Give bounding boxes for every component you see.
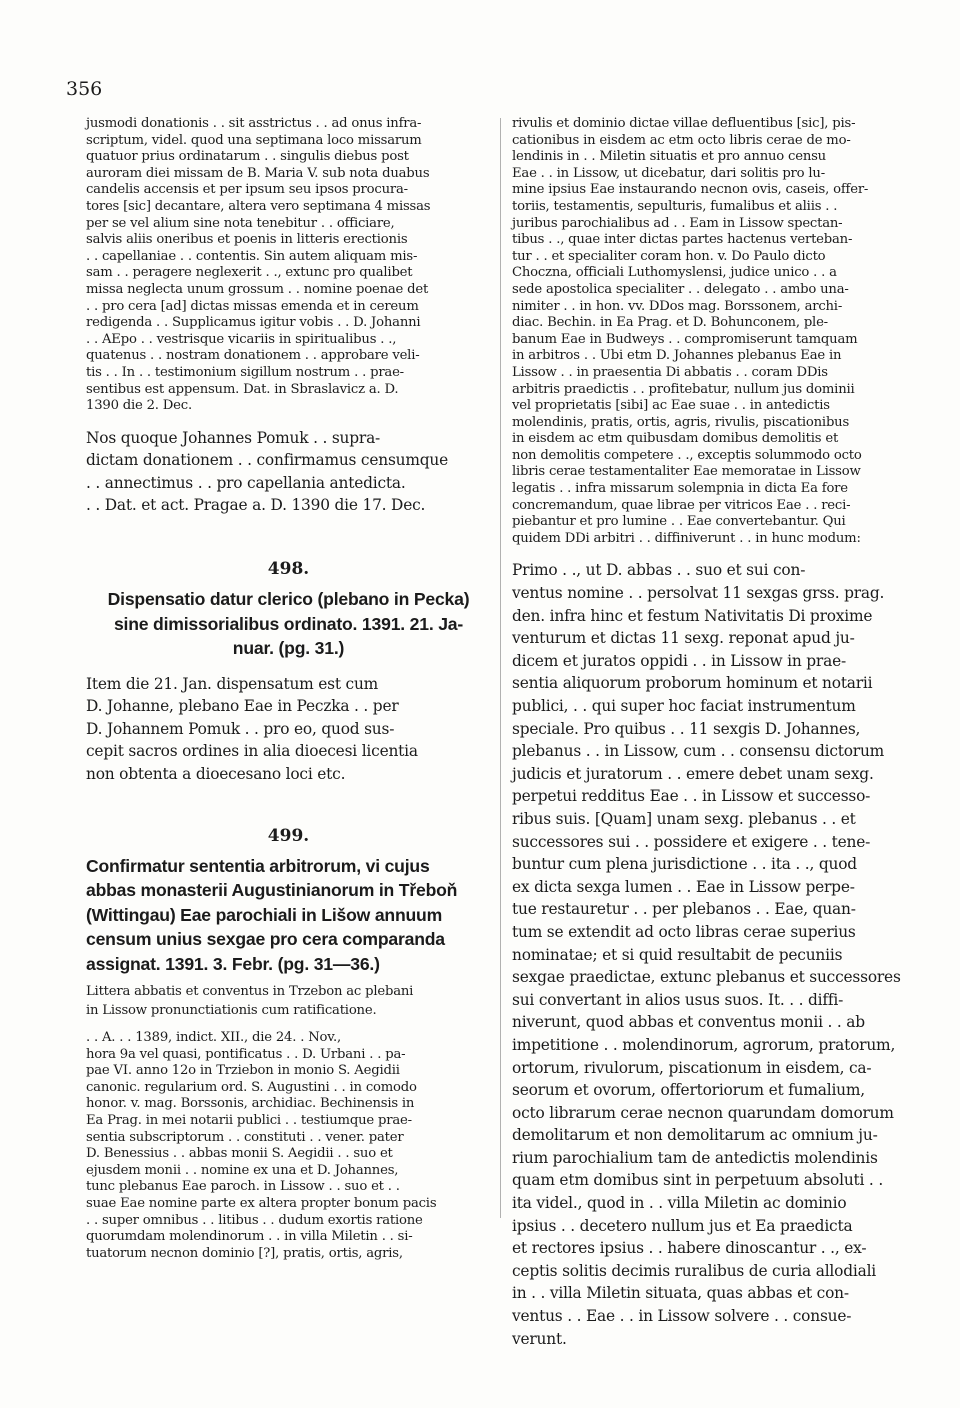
text-line: in eisdem ac etm quibusdam domibus demolitis et [512, 431, 839, 447]
text-line: assignat. 1391. 3. Febr. (pg. 31—36.) [86, 953, 380, 974]
text-line: ventus . . Eae . . in Lissow solvere . . consue- [512, 1307, 852, 1326]
text-line: Ea Prag. in mei notarii publici . . testiumque prae- [86, 1113, 412, 1128]
text-line: dicem et juratos oppidi . . in Lissow in prae- [512, 651, 846, 670]
text-line: judicis et juratorum . . emere debet unam sexg. [512, 764, 874, 783]
text-line: (Wittingau) Eae parochiali in Lišow annuum [86, 904, 443, 925]
text-line: successores sui . . possidere et exigere . . tene- [512, 832, 871, 851]
text-line: tunc plebanus Eae paroch. in Lissow . . suo et . . [86, 1179, 400, 1195]
text-line: censum unius sexgae pro cera comparanda [86, 929, 445, 950]
text-line: rium parochialium tam de antedictis molendinis [512, 1148, 878, 1167]
text-line: sentibus est appensum. Dat. in Sbraslavicz a. D. [86, 381, 399, 397]
text-line: D. Benessius . . abbas monii S. Aegidii . . suo et [86, 1146, 393, 1162]
text-line: dictam donationem . . confirmamus censumque [86, 451, 449, 470]
right-block-2 [512, 559, 914, 1350]
text-line: D. Johannem Pomuk . . pro eo, quod sus- [86, 719, 395, 738]
text-line: in . . villa Miletin situata, quas abbas et con- [512, 1284, 849, 1303]
text-line: sede apostolica specialiter . . delegato . . ambo una- [512, 281, 849, 297]
section-number-498: 498. [267, 559, 310, 580]
text-line: seorum et ovorum, offertoriorum et fumalium, [512, 1081, 865, 1100]
right-block-1 [512, 116, 914, 547]
text-line: sentia aliquorum proborum hominum et notarii [512, 674, 873, 693]
text-line: 1390 die 2. Dec. [86, 398, 192, 414]
text-line: speciale. Pro quibus . . 11 sexgis D. Johannes, [512, 719, 861, 738]
text-line: perpetui redditus Eae . . in Lissow et successo- [512, 787, 871, 806]
text-line: nimiter . . in hon. vv. DDos mag. Borssonem, archi- [512, 298, 843, 314]
text-line: . . Dat. et act. Pragae a. D. 1390 die 17. Dec. [86, 496, 426, 515]
left-block-1 [86, 116, 491, 415]
text-line: banum Eae in Budweys . . compromiserunt tamquam [512, 331, 858, 347]
text-line: non demolitis competere . ., exceptis solummodo octo [512, 447, 862, 463]
text-line: sam . . peragere neglexerit . ., extunc pro qualibet [86, 265, 413, 281]
text-line: in Lissow pronunctiationis cum ratificatione. [86, 1003, 377, 1019]
page-number: 356 [66, 78, 103, 100]
text-line: juribus parochialibus ad . . Eam in Lissow spectan- [512, 215, 843, 231]
text-line: hora 9a vel quasi, pontificatus . . D. Urbani . . pa- [86, 1046, 406, 1062]
text-line: quatuor prius ordinatarum . . singulis diebus post [86, 149, 409, 165]
text-line: buntur cum plena jurisdictione . . ita . ., quod [512, 855, 857, 874]
text-line: cationibus in eisdem ac etm octo libris cerae de mo- [512, 132, 851, 148]
text-line: venturum et dictas 11 sexg. reponat apud ju- [512, 629, 855, 648]
text-line: nuar. (pg. 31.) [232, 638, 345, 659]
text-line: sui convertant in alios usus suos. It. . . diffi- [512, 990, 844, 1009]
text-line: scriptum, videl. quod una septimana loco missarum [86, 132, 422, 148]
text-line: impetitione . . molendinorum, agrorum, pratorum, [512, 1035, 896, 1054]
text-line: redigenda . . Supplicamus igitur vobis . . D. Johanni [86, 315, 421, 331]
text-line: . . capellaniae . . contentis. Sin autem aliquam mis- [86, 248, 418, 264]
text-line: den. infra hinc et festum Nativitatis Di proxime [512, 606, 873, 625]
text-line: ribus suis. [Quam] unam sexg. plebanus . . et [512, 809, 856, 828]
text-line: ventus nomine . . persolvat 11 sexgas grss. prag. [512, 584, 885, 603]
text-line: Item die 21. Jan. dispensatum est cum [86, 674, 379, 693]
text-line: rivulis et dominio dictae villae defluentibus [sic], pis- [512, 116, 856, 131]
text-line: quorumdam molendinorum . . in villa Miletin . . si- [86, 1229, 413, 1245]
text-line: sentia subscriptorum . . constituti . . vener. pater [86, 1129, 404, 1145]
text-line: lendinis in . . Miletin situatis et pro annuo censu [512, 149, 826, 165]
text-line: tum se extendit ad octo libras cerae superius [512, 922, 856, 941]
text-line: honor. v. mag. Borssonis, archidiac. Bechinensis in [86, 1096, 415, 1112]
text-line: ita videl., quod in . . villa Miletin ac dominio [512, 1194, 847, 1213]
text-line: Primo . ., ut D. abbas . . suo et sui con- [512, 561, 806, 580]
text-line: ejusdem monii . . nomine ex una et D. Johannes, [86, 1162, 399, 1178]
text-line: in arbitros . . Ubi etm D. Johannes plebanus Eae in [512, 348, 842, 364]
column-divider [500, 118, 501, 1218]
text-line: publici, . . qui super hoc faciat instrumentum [512, 697, 856, 715]
text-line: demolitarum et non demolitarum ac omnium ju- [512, 1126, 878, 1145]
text-line: ortorum, rivulorum, piscationum in eisdem, ca- [512, 1058, 872, 1077]
text-line: tibus . ., quae inter dictas partes hactenus verteban- [512, 232, 853, 248]
text-line: tis . . In . . testimonium sigillum nostrum . . prae- [86, 364, 404, 380]
text-line: tores [sic] decantare, altera vero septimana 4 missas [86, 198, 431, 214]
section-subtitle-499 [86, 982, 491, 1020]
section-number-499: 499. [267, 825, 310, 846]
text-line: quatenus . . nostram donationem . . approbare veli- [86, 348, 420, 364]
text-line: legatis . . infra missarum solempnia in dicta Ea fore [512, 481, 848, 497]
text-line: toriis, testamentis, sepulturis, fumalibus et aliis . . [512, 198, 838, 214]
text-line: jusmodi donationis . . sit asstrictus . . ad onus infra- [86, 116, 422, 131]
text-line: canonic. regularium ord. S. Augustini . . in comodo [86, 1079, 417, 1095]
text-line: per se vel alium sine nota tenebitur . . officiare, [86, 215, 395, 231]
text-line: sexgae praedictae, extunc plebanus et successores [512, 968, 901, 987]
text-line: plebanus . . in Lissow, cum . . consensu dictorum [512, 742, 885, 761]
text-line: cepit sacros ordines in alia dioecesi licentia [86, 742, 418, 761]
text-line: Littera abbatis et conventus in Trzebon ac plebani [86, 984, 414, 1000]
text-line: non obtenta a dioecesano loci etc. [86, 764, 346, 783]
text-line: libris cerae testamentaliter Eae memoratae in Lissow [512, 464, 861, 480]
text-line: tue restauretur . . per plebanos . . Eae, quan- [512, 900, 856, 919]
text-line: . . pro cera [ad] dictas missas emenda et in cereum [86, 298, 419, 314]
left-column [86, 116, 491, 1262]
text-line: suae Eae nomine parte ex altera propter bonum pacis [86, 1195, 437, 1211]
text-line: abbas monasterii Augustinianorum in Třeboň [86, 880, 458, 901]
text-line: Confirmatur sententia arbitrorum, vi cujus [86, 855, 430, 876]
text-line: . . AEpo . . vestrisque vicariis in spiritualibus . ., [86, 331, 397, 347]
text-line: piebantur et pro lumine . . Eae convertebantur. Qui [512, 514, 846, 530]
text-line: salvis aliis oneribus et poenis in litteris erectionis [86, 232, 408, 248]
text-line: ceptis solitis decimis ruralibus de curia allodiali [512, 1261, 877, 1280]
text-line: octo librarum cerae necnon quarundam domorum [512, 1103, 894, 1122]
text-line: auroram diei missam de B. Maria V. sub nota duabus [86, 165, 430, 181]
left-block-3 [86, 673, 491, 786]
text-line: missa neglecta unum grossum . . nomine poenae det [86, 281, 429, 297]
text-line: Dispensatio datur clerico (plebano in Pecka) [107, 589, 470, 610]
text-line: et rectores ipsius . . habere dinoscantur . ., ex- [512, 1239, 867, 1258]
text-line: arbitris praedictis . . profitebatur, nullum jus dominii [512, 381, 855, 397]
text-line: tuatorum necnon dominio [?], pratis, ortis, agris, [86, 1245, 403, 1261]
text-line: concremandum, quae librae per vitricos Eae . . reci- [512, 497, 851, 513]
text-line: ex dicta sexga lumen . . Eae in Lissow perpe- [512, 877, 855, 896]
text-line: . . super omnibus . . litibus . . dudum exortis ratione [86, 1212, 423, 1228]
section-title-499 [86, 854, 491, 977]
right-column [512, 116, 914, 1350]
left-block-2 [86, 427, 491, 517]
text-line: niverunt, quod abbas et conventus monii . . ab [512, 1013, 865, 1032]
text-line: diac. Bechin. in Ea Prag. et D. Bohunconem, ple- [512, 315, 828, 331]
text-line: quam etm domibus sint in perpetuum absoluti . . [512, 1171, 884, 1190]
text-line: pae VI. anno 12o in Trziebon in monio S. Aegidii [86, 1063, 400, 1079]
left-block-4 [86, 1030, 491, 1262]
text-line: Eae . . in Lissow, ut dicebatur, dari solitis pro lu- [512, 165, 825, 181]
text-line: Nos quoque Johannes Pomuk . . supra- [86, 428, 381, 447]
text-line: D. Johanne, plebano Eae in Peczka . . per [86, 697, 399, 716]
text-line: . . annectimus . . pro capellania antedicta. [86, 473, 406, 492]
text-line: verunt. [512, 1329, 567, 1348]
text-line: sine dimissorialibus ordinato. 1391. 21. Ja- [113, 613, 464, 634]
text-line: vel proprietatis [sibi] ac Eae suae . . in antedictis [512, 398, 830, 414]
text-line: mine ipsius Eae instaurando necnon ovis, caseis, offer- [512, 182, 869, 198]
text-line: quidem DDi arbitri . . diffiniverunt . . in hunc modum: [512, 530, 861, 546]
text-line: Lissow . . in praesentia Di abbatis . . coram DDis [512, 364, 828, 380]
text-line: Choczna, officiali Luthomyslensi, judice unico . . a [512, 265, 837, 281]
text-line: candelis accensis et per ipsum seu ipsos procura- [86, 182, 408, 198]
text-line: molendinis, pratis, ortis, agris, rivulis, piscationibus [512, 414, 850, 430]
text-line: tur . . et specialiter coram hon. v. Do Paulo dicto [512, 248, 826, 264]
section-title-498 [86, 587, 491, 661]
text-line: ipsius . . decetero nullum jus et Ea praedicta [512, 1216, 853, 1235]
text-line: nominatae; et si quid resultabit de pecuniis [512, 945, 843, 964]
text-line: . . A. . . 1389, indict. XII., die 24. . Nov., [86, 1030, 341, 1046]
